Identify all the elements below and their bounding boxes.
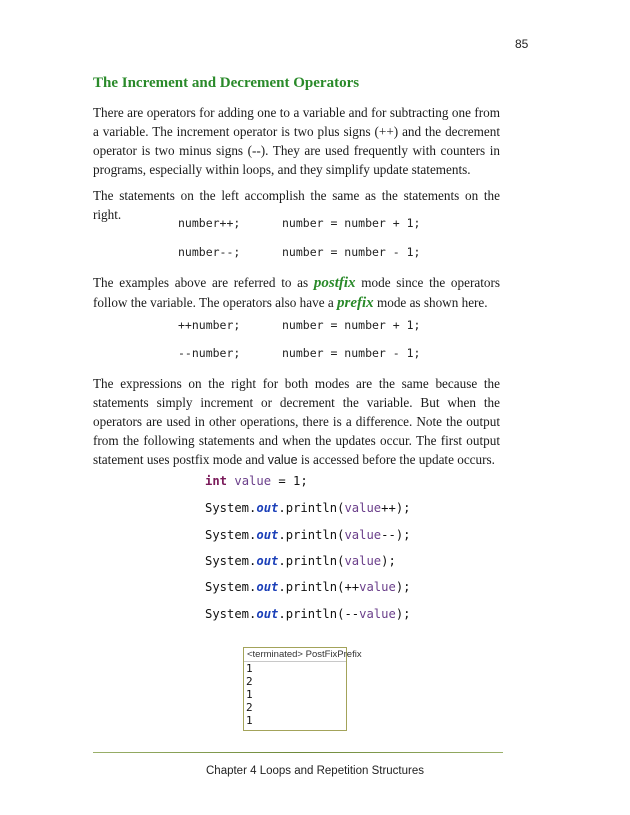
code-text: ); [395,580,411,594]
difference-text-1: The expressions on the right for both modes are the same because the statements simply increment or decrement the variable. But when the operators are used in other operations, there is a difference. Note the output from the following statements and when the updates occur. The first output statement uses postfix mode and [93,376,500,467]
variable-value: value [359,607,396,621]
variable-value: value [359,580,396,594]
modes-paragraph [93,273,500,313]
out-field: out [256,554,279,568]
prefix-increment-left: ++number; [178,318,241,332]
code-line-print-1 [205,501,411,515]
chapter-footer: Chapter 4 Loops and Repetition Structures [206,765,424,777]
code-text: .println( [278,528,345,542]
code-text: System. [205,501,257,515]
console-line: 1 [246,714,253,727]
postfix-increment-right: number = number + 1; [282,216,421,230]
console-line: 2 [246,701,253,714]
postfix-decrement-left: number--; [178,245,241,259]
modes-text-3: mode as shown here. [373,295,488,310]
difference-text-2: is accessed before the update occurs. [297,452,495,467]
modes-text-1: The examples above are referred to as [93,275,314,290]
console-header: <terminated> PostFixPrefix [244,648,346,662]
code-line-print-4 [205,580,411,594]
console-output-panel [243,647,362,731]
out-field: out [256,528,279,542]
out-field: out [256,607,279,621]
out-field: out [256,580,279,594]
postfix-term: postfix [313,275,356,291]
code-line-print-3 [205,554,396,568]
prefix-decrement-left: --number; [178,346,241,360]
code-text: ); [395,528,411,542]
code-text: .println( [278,580,345,594]
code-text: ); [381,554,396,568]
variable-value: value [344,528,382,542]
code-text: .println( [278,501,345,515]
prefix-increment-right: number = number + 1; [282,318,421,332]
postfix-decrement-right: number = number - 1; [282,245,421,259]
prefix-decrement-right: number = number - 1; [282,346,421,360]
code-text: System. [205,607,257,621]
page-number: 85 [515,37,529,51]
operator: -- [381,528,396,542]
console-line: 1 [246,688,253,701]
keyword-int: int [205,474,228,488]
operator: ++ [344,580,360,594]
console-line: 1 [246,662,253,675]
variable-value: value [344,554,382,568]
code-line-declaration [205,474,308,488]
code-text: ); [395,607,411,621]
variable-value: value [344,501,382,515]
prefix-term: prefix [337,295,374,311]
difference-paragraph [93,374,500,470]
footer-divider [93,752,503,753]
code-text: System. [205,528,257,542]
code-line-print-2 [205,528,411,542]
operator: ++ [381,501,396,515]
assignment-text: = 1; [271,474,308,488]
comparison-paragraph: The statements on the left accomplish the same as the statements on the right. [93,188,500,222]
console-line: 2 [246,675,253,688]
intro-paragraph: There are operators for adding one to a variable and for subtracting one from a variable. The increment operator is two plus signs (++) and the decrement operator is two minus signs (--). They are used frequently with counters in programs, especially within loops, and they simplify update statements. [93,105,500,177]
modes-text-2: mode since the operators follow the variable. The operators also have a [93,275,500,310]
out-field: out [256,501,279,515]
code-text: System. [205,580,257,594]
code-text: System. [205,554,257,568]
code-line-print-5 [205,607,411,621]
code-text: .println( [278,554,345,568]
section-heading: The Increment and Decrement Operators [93,75,360,91]
postfix-increment-left: number++; [178,216,241,230]
code-text: .println( [278,607,345,621]
value-code-word: value [267,453,298,467]
variable-value: value [234,474,272,488]
code-text: ); [395,501,411,515]
operator: -- [344,607,360,621]
